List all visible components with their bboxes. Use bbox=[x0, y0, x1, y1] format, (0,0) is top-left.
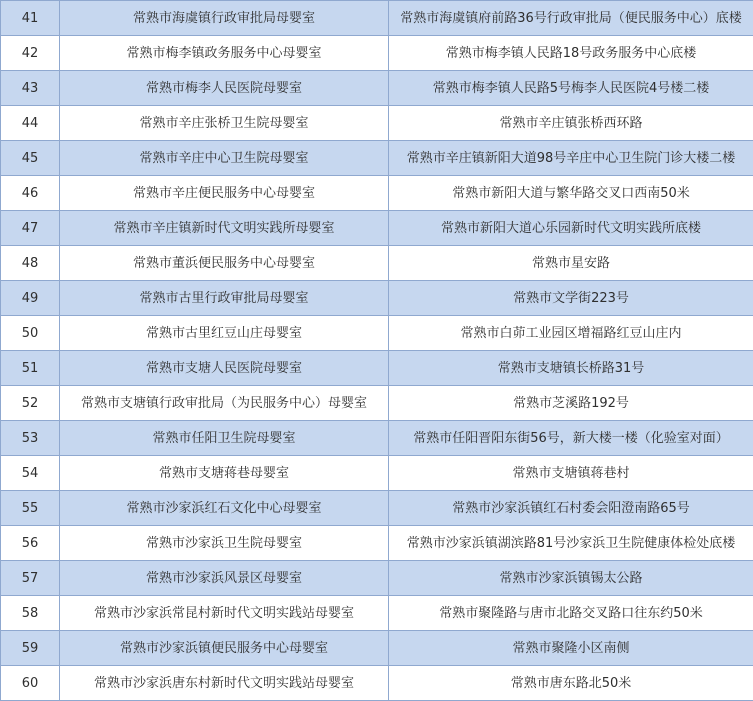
nursing-room-name: 常熟市辛庄中心卫生院母婴室 bbox=[60, 141, 389, 175]
table-row bbox=[0, 421, 753, 456]
table-row bbox=[0, 351, 753, 386]
table-row bbox=[0, 106, 753, 141]
row-number: 43 bbox=[0, 71, 60, 105]
nursing-room-name: 常熟市支塘蒋巷母婴室 bbox=[60, 456, 389, 490]
table-row bbox=[0, 596, 753, 631]
nursing-room-address: 常熟市梅李镇人民路18号政务服务中心底楼 bbox=[445, 45, 697, 61]
table-row bbox=[0, 1, 753, 36]
row-number: 60 bbox=[0, 666, 60, 700]
row-number: 46 bbox=[0, 176, 60, 210]
row-number: 54 bbox=[0, 456, 60, 490]
nursing-room-address: 常熟市文学街223号 bbox=[513, 290, 629, 306]
nursing-room-address: 常熟市聚隆小区南侧 bbox=[512, 640, 630, 656]
table-row bbox=[0, 526, 753, 561]
nursing-room-address: 常熟市支塘镇蒋巷村 bbox=[512, 465, 630, 481]
nursing-room-name: 常熟市辛庄镇新时代文明实践所母婴室 bbox=[60, 211, 389, 245]
nursing-room-name: 常熟市支塘人民医院母婴室 bbox=[60, 351, 389, 385]
row-number: 56 bbox=[0, 526, 60, 560]
nursing-room-name: 常熟市沙家浜风景区母婴室 bbox=[60, 561, 389, 595]
table-row bbox=[0, 71, 753, 106]
nursing-room-address: 常熟市支塘镇长桥路31号 bbox=[497, 360, 645, 376]
table-row bbox=[0, 316, 753, 351]
nursing-room-address: 常熟市唐东路北50米 bbox=[510, 675, 632, 691]
row-number: 52 bbox=[0, 386, 60, 420]
nursing-room-address: 常熟市沙家浜镇湖滨路81号沙家浜卫生院健康体检处底楼 bbox=[406, 535, 736, 551]
nursing-room-address: 常熟市海虞镇府前路36号行政审批局（便民服务中心）底楼 bbox=[400, 10, 742, 26]
table-row bbox=[0, 491, 753, 526]
table-row bbox=[0, 386, 753, 421]
nursing-room-address: 常熟市辛庄镇张桥西环路 bbox=[499, 115, 643, 131]
table-row bbox=[0, 176, 753, 211]
nursing-room-name: 常熟市沙家浜常昆村新时代文明实践站母婴室 bbox=[60, 596, 389, 630]
table-row bbox=[0, 141, 753, 176]
table-row bbox=[0, 36, 753, 71]
table-row bbox=[0, 211, 753, 246]
table-row bbox=[0, 246, 753, 281]
nursing-room-name: 常熟市沙家浜卫生院母婴室 bbox=[60, 526, 389, 560]
nursing-room-name: 常熟市辛庄张桥卫生院母婴室 bbox=[60, 106, 389, 140]
nursing-room-name: 常熟市古里红豆山庄母婴室 bbox=[60, 316, 389, 350]
nursing-room-address: 常熟市新阳大道心乐园新时代文明实践所底楼 bbox=[440, 220, 701, 236]
table-row bbox=[0, 561, 753, 596]
nursing-room-address: 常熟市新阳大道与繁华路交叉口西南50米 bbox=[452, 185, 690, 201]
nursing-room-address: 常熟市星安路 bbox=[531, 255, 610, 271]
nursing-room-name: 常熟市辛庄便民服务中心母婴室 bbox=[60, 176, 389, 210]
nursing-room-name: 常熟市任阳卫生院母婴室 bbox=[60, 421, 389, 455]
nursing-room-address: 常熟市白茆工业园区增福路红豆山庄内 bbox=[460, 325, 682, 341]
nursing-room-name: 常熟市董浜便民服务中心母婴室 bbox=[60, 246, 389, 280]
table-row bbox=[0, 631, 753, 666]
row-number: 48 bbox=[0, 246, 60, 280]
nursing-room-address: 常熟市芝溪路192号 bbox=[513, 395, 629, 411]
row-number: 59 bbox=[0, 631, 60, 665]
row-number: 53 bbox=[0, 421, 60, 455]
row-number: 57 bbox=[0, 561, 60, 595]
table-row bbox=[0, 281, 753, 316]
row-number: 51 bbox=[0, 351, 60, 385]
nursing-room-address: 常熟市梅李镇人民路5号梅李人民医院4号楼二楼 bbox=[432, 80, 710, 96]
row-number: 41 bbox=[0, 1, 60, 35]
nursing-room-address: 常熟市沙家浜镇锡太公路 bbox=[499, 570, 643, 586]
row-number: 44 bbox=[0, 106, 60, 140]
nursing-room-name: 常熟市沙家浜唐东村新时代文明实践站母婴室 bbox=[60, 666, 389, 700]
table-row bbox=[0, 456, 753, 491]
nursing-room-address: 常熟市辛庄镇新阳大道98号辛庄中心卫生院门诊大楼二楼 bbox=[406, 150, 736, 166]
nursing-room-address: 常熟市任阳晋阳东街56号，新大楼一楼（化验室对面） bbox=[413, 430, 729, 446]
nursing-room-name: 常熟市梅李人民医院母婴室 bbox=[60, 71, 389, 105]
nursing-room-address: 常熟市沙家浜镇红石村委会阳澄南路65号 bbox=[452, 500, 690, 516]
row-number: 50 bbox=[0, 316, 60, 350]
nursing-room-address: 常熟市聚隆路与唐市北路交叉路口往东约50米 bbox=[439, 605, 703, 621]
nursing-room-name: 常熟市支塘镇行政审批局（为民服务中心）母婴室 bbox=[60, 386, 389, 420]
row-number: 55 bbox=[0, 491, 60, 525]
nursing-room-name: 常熟市沙家浜红石文化中心母婴室 bbox=[60, 491, 389, 525]
table-row bbox=[0, 666, 753, 701]
row-number: 45 bbox=[0, 141, 60, 175]
nursing-room-name: 常熟市古里行政审批局母婴室 bbox=[60, 281, 389, 315]
nursing-room-name: 常熟市沙家浜镇便民服务中心母婴室 bbox=[60, 631, 389, 665]
row-number: 49 bbox=[0, 281, 60, 315]
row-number: 47 bbox=[0, 211, 60, 245]
row-number: 58 bbox=[0, 596, 60, 630]
nursing-room-name: 常熟市梅李镇政务服务中心母婴室 bbox=[60, 36, 389, 70]
nursing-room-name: 常熟市海虞镇行政审批局母婴室 bbox=[60, 1, 389, 35]
row-number: 42 bbox=[0, 36, 60, 70]
